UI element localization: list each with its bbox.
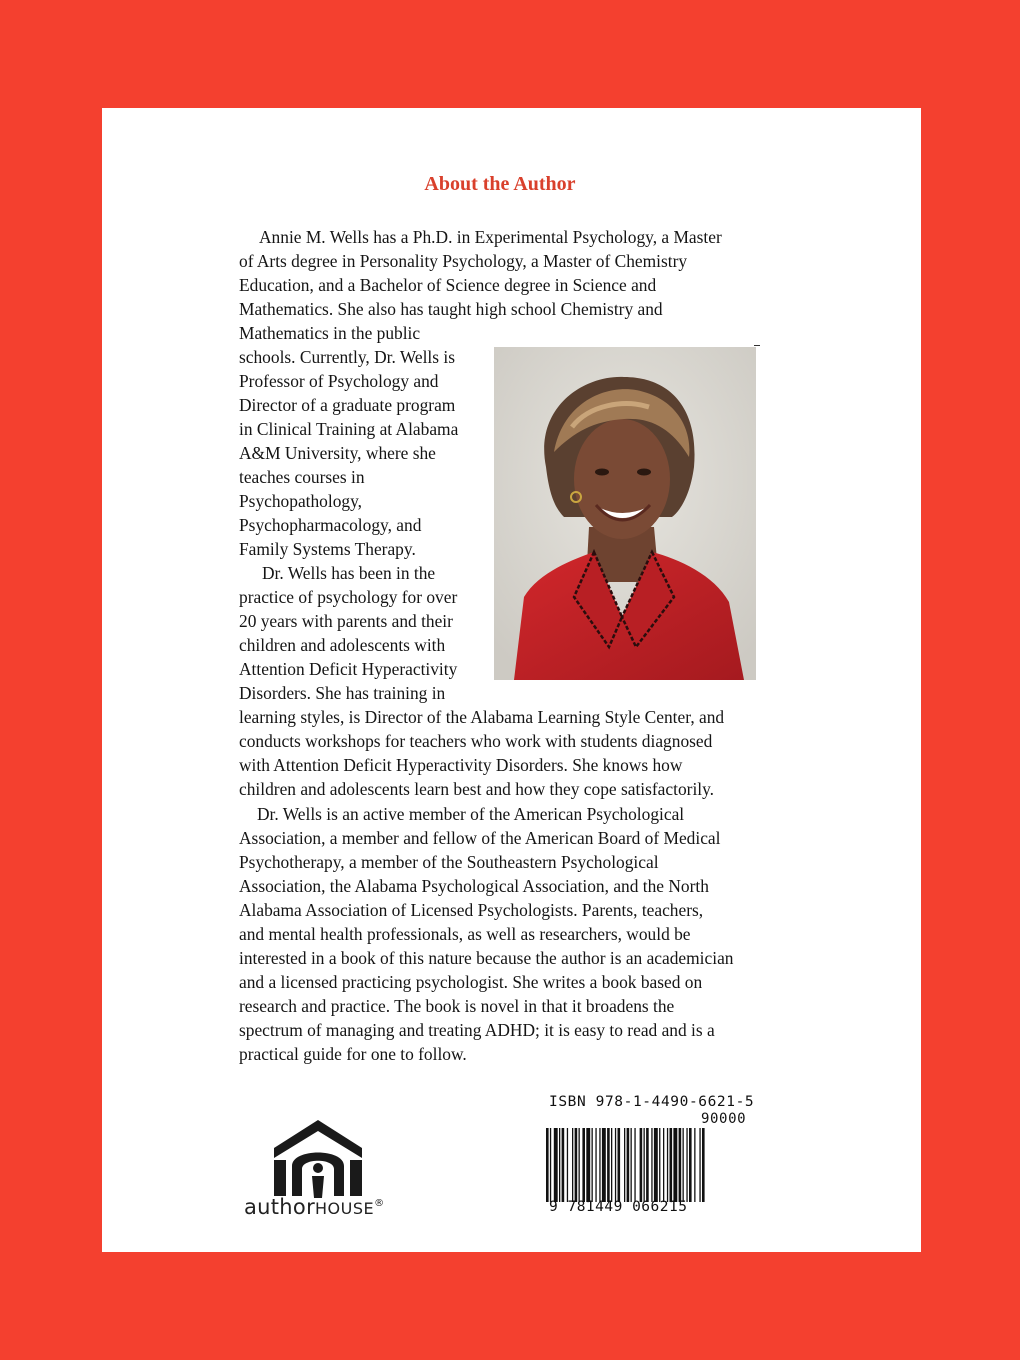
author-portrait-icon (494, 347, 756, 680)
text-line: Alabama Association of Licensed Psychologists. Parents, teachers, (239, 900, 704, 920)
text-line: Family Systems Therapy. (239, 539, 416, 559)
barcode-bar (582, 1128, 585, 1202)
text-line: Attention Deficit Hyperactivity (239, 659, 458, 679)
barcode-bar (689, 1128, 692, 1202)
barcode-bar (611, 1128, 612, 1202)
barcode-number: 9 781449 066215 (549, 1199, 688, 1215)
barcode-bar (592, 1128, 593, 1202)
publisher-name-lower: author (244, 1195, 316, 1219)
barcode-bar (686, 1128, 687, 1202)
text-line: Disorders. She has training in (239, 683, 446, 703)
section-title: About the Author (424, 173, 576, 195)
text-line: conducts workshops for teachers who work with students diagnosed (239, 731, 713, 751)
text-line: children and adolescents with (239, 635, 446, 655)
barcode-bar (694, 1128, 695, 1202)
text-line: of Arts degree in Personality Psychology, a Master of Chemistry (239, 251, 688, 271)
barcode-bar (559, 1128, 560, 1202)
barcode-bar (550, 1128, 551, 1202)
barcode-bar (602, 1128, 606, 1202)
barcode-bar (667, 1128, 668, 1202)
barcode-bar (640, 1128, 643, 1202)
isbn-label: ISBN 978-1-4490-6621-5 (549, 1094, 755, 1110)
text-line: in Clinical Training at Alabama (239, 419, 459, 439)
text-line: Director of a graduate program (239, 395, 456, 415)
barcode-bar (631, 1128, 632, 1202)
barcode-bar (646, 1128, 649, 1202)
barcode-bar (575, 1128, 578, 1202)
text-line: Association, the Alabama Psychological Association, and the North (239, 876, 709, 896)
barcode-bar (673, 1128, 677, 1202)
author-photo (494, 347, 756, 680)
barcode-bar (679, 1128, 682, 1202)
text-line: Psychopathology, (239, 491, 363, 511)
barcode-bar (607, 1128, 610, 1202)
barcode-bar (586, 1128, 590, 1202)
text-line: and a licensed practicing psychologist. She writes a book based on (239, 972, 703, 992)
registered-mark: ® (374, 1198, 385, 1209)
text-line: Dr. Wells is an active member of the American Psychological (257, 804, 685, 824)
barcode-bar (699, 1128, 700, 1202)
barcode-bar (634, 1128, 635, 1202)
paragraph-3 (239, 802, 733, 1066)
text-line: with Attention Deficit Hyperactivity Disorders. She knows how (239, 755, 683, 775)
publisher-name-upper: HOUSE (315, 1199, 375, 1218)
text-line: Psychopharmacology, and (239, 515, 422, 535)
text-line: Professor of Psychology and (239, 371, 439, 391)
text-line: Association, a member and fellow of the American Board of Medical (239, 828, 721, 848)
barcode-bar (572, 1128, 573, 1202)
barcode-bar (624, 1128, 625, 1202)
text-line: Annie M. Wells has a Ph.D. in Experimental Psychology, a Master (259, 227, 722, 247)
barcode-bar (615, 1128, 616, 1202)
text-line: schools. Currently, Dr. Wells is (239, 347, 455, 367)
barcode-bar (627, 1128, 630, 1202)
barcode-bar (683, 1128, 684, 1202)
barcode-bar (659, 1128, 660, 1202)
text-line: teaches courses in (239, 467, 365, 487)
text-line: interested in a book of this nature because the author is an academician (239, 948, 734, 968)
barcode-bar (562, 1128, 565, 1202)
publisher-name (244, 1195, 384, 1219)
text-line: Dr. Wells has been in the (262, 563, 436, 583)
barcode-bar (599, 1128, 600, 1202)
text-line: and mental health professionals, as well as researchers, would be (239, 924, 691, 944)
text-line: 20 years with parents and their (239, 611, 453, 631)
barcode-bar (579, 1128, 580, 1202)
barcode-bar (618, 1128, 621, 1202)
barcode-bar (644, 1128, 645, 1202)
barcode-bar (567, 1128, 568, 1202)
barcode-bar (654, 1128, 658, 1202)
price-code: 90000 (701, 1111, 747, 1127)
text-line: A&M University, where she (239, 443, 436, 463)
text-line: Education, and a Bachelor of Science degree in Science and (239, 275, 657, 295)
text-line: practice of psychology for over (239, 587, 458, 607)
barcode-bar (554, 1128, 558, 1202)
isbn-barcode (546, 1128, 758, 1202)
text-line: Mathematics. She also has taught high school Chemistry and (239, 299, 663, 319)
text-line: Psychotherapy, a member of the Southeastern Psychological (239, 852, 659, 872)
barcode-bar (670, 1128, 673, 1202)
text-line: children and adolescents learn best and how they cope satisfactorily. (239, 779, 715, 799)
barcode-bar (663, 1128, 664, 1202)
text-line: spectrum of managing and treating ADHD; it is easy to read and is a (239, 1020, 715, 1040)
barcode-bar (702, 1128, 705, 1202)
text-line: practical guide for one to follow. (239, 1044, 467, 1064)
text-line: Mathematics in the public (239, 323, 421, 343)
barcode-bar (546, 1128, 549, 1202)
text-line: learning styles, is Director of the Alabama Learning Style Center, and (239, 707, 725, 727)
text-line: research and practice. The book is novel in that it broadens the (239, 996, 675, 1016)
photo-corner-mark (754, 345, 760, 346)
barcode-bar (651, 1128, 652, 1202)
barcode-bar (595, 1128, 596, 1202)
